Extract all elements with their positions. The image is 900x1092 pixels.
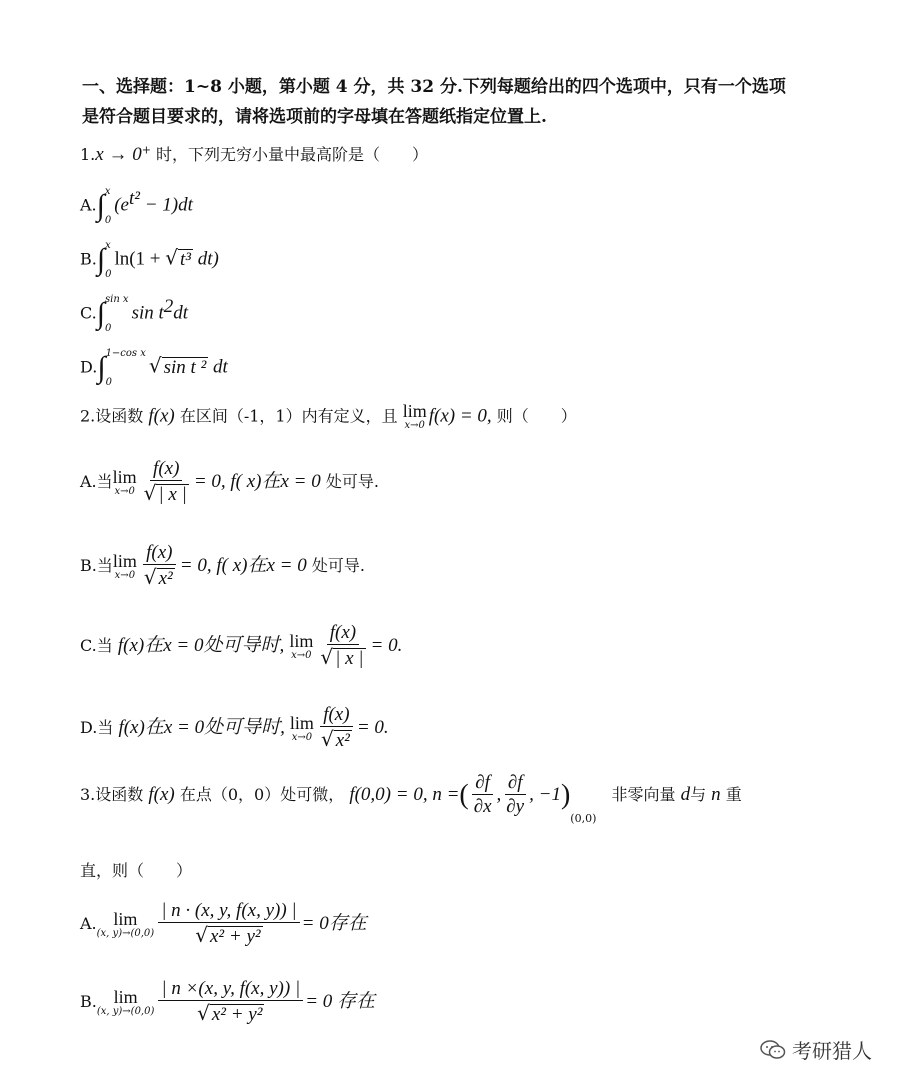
integral-limits xyxy=(106,348,146,388)
lim-word: lim xyxy=(289,630,314,651)
integral-sign: ∫ xyxy=(96,297,105,330)
q1-limit-sup: + xyxy=(141,143,151,157)
q1-option-b xyxy=(80,240,219,280)
header-line-2: 是符合题目要求的，请将选项前的字母填在答题纸指定位置上. xyxy=(82,107,547,127)
option-math: = 0存在 xyxy=(301,913,367,934)
fraction xyxy=(503,772,527,819)
radical-sign: √ xyxy=(143,481,157,505)
q3-text: 设函数 xyxy=(95,785,144,804)
q1-limit: x → 0 xyxy=(95,144,142,165)
header-line-1: 一、选择题：1~8 小题，第小题 4 分，共 32 分.下列每题给出的四个选项中，只有一个选项 xyxy=(82,77,786,97)
wechat-icon xyxy=(760,1040,786,1060)
option-label: D. xyxy=(80,357,98,377)
integral-upper: sin x xyxy=(104,294,129,305)
denominator: | x | xyxy=(158,484,187,505)
fraction xyxy=(158,900,299,949)
integral-lower: 0 xyxy=(104,323,112,334)
q3-number: 3. xyxy=(80,785,96,804)
numerator: ∂f xyxy=(505,772,526,795)
fraction xyxy=(317,622,368,671)
integrand-exp: t² xyxy=(129,188,140,210)
q3-condition: f(0,0) = 0, n = xyxy=(349,784,460,805)
radicand: t³ xyxy=(180,248,191,270)
limit xyxy=(97,988,155,1018)
q2-option-a xyxy=(80,458,379,507)
q1-text: 时，下列无穷小量中最高阶是（ ） xyxy=(156,145,429,164)
lim-word: lim xyxy=(112,466,137,487)
vector-open: ( xyxy=(459,779,469,811)
fraction xyxy=(471,772,495,819)
numerator: f(x) xyxy=(327,622,359,645)
denominator: x² + y² xyxy=(210,926,261,947)
q3-function: f(x) xyxy=(148,784,175,805)
limit xyxy=(97,910,155,940)
comma: , xyxy=(496,784,502,805)
limit xyxy=(290,714,314,744)
integrand-end: dt) xyxy=(193,248,219,270)
lim-sub: x→0 xyxy=(291,731,313,743)
numerator: | n ×(x, y, f(x, y)) | xyxy=(158,978,303,1001)
q3-text: 重 xyxy=(725,785,742,804)
integral-upper: x xyxy=(105,240,111,251)
integrand: sin t xyxy=(131,302,164,324)
numerator: ∂f xyxy=(472,772,493,795)
q3-text: 在点（0，0）处可微， xyxy=(179,785,345,804)
lim-sub: x→0 xyxy=(291,649,312,661)
radical-sign: √ xyxy=(320,727,334,751)
q2-function: f(x) xyxy=(148,405,175,427)
fraction xyxy=(141,458,192,507)
option-label: C. xyxy=(80,303,97,323)
integral-upper: x xyxy=(104,186,111,197)
q1-stem xyxy=(80,142,428,166)
limit xyxy=(113,552,137,582)
radical-sign: √ xyxy=(195,923,208,947)
q3-option-b xyxy=(80,978,375,1027)
denominator: x² xyxy=(335,730,350,751)
integral-sign: ∫ xyxy=(96,189,105,222)
option-math: = 0 存在 xyxy=(305,991,376,1012)
lim-word: lim xyxy=(112,550,137,571)
q2-number: 2. xyxy=(80,406,96,426)
lim-sub: x→0 xyxy=(404,420,425,431)
fraction xyxy=(141,542,178,591)
integral-upper: 1−cos x xyxy=(105,348,146,359)
option-label: B. xyxy=(80,992,97,1011)
q2-text: 则（ ） xyxy=(496,406,577,426)
radical-sign: √ xyxy=(320,645,334,669)
denominator: x² xyxy=(158,568,173,589)
q3-text: 与 xyxy=(690,785,707,804)
numerator: f(x) xyxy=(320,704,352,727)
limit xyxy=(289,632,313,662)
q2-option-c xyxy=(80,622,402,671)
q3-text: 非零向量 xyxy=(611,785,676,804)
radical-sign: √ xyxy=(148,353,162,378)
q1-option-d xyxy=(80,348,228,388)
numerator: f(x) xyxy=(150,458,182,481)
denominator: x² + y² xyxy=(211,1004,263,1025)
lim-sub: x→0 xyxy=(114,485,135,497)
denominator: | x | xyxy=(335,648,364,669)
integral-lower: 0 xyxy=(105,269,112,280)
radicand: sin t ² xyxy=(163,356,207,378)
limit xyxy=(113,468,137,498)
lim-sub: (x, y)→(0,0) xyxy=(96,927,155,939)
option-text: 当 xyxy=(96,556,113,575)
q3-stem-line-2 xyxy=(80,858,192,881)
radical-sign: √ xyxy=(197,1001,210,1025)
q2-option-d xyxy=(80,704,389,753)
q1-option-a xyxy=(80,186,193,226)
option-label: A. xyxy=(80,914,97,933)
fraction xyxy=(158,978,303,1027)
option-label: A. xyxy=(80,195,97,215)
vector-component: , −1 xyxy=(529,784,561,805)
option-text: 当 xyxy=(96,472,113,491)
integral-lower: 0 xyxy=(105,377,112,388)
option-math: = 0. xyxy=(370,635,403,656)
numerator: f(x) xyxy=(143,542,175,565)
integrand-end: − 1)dt xyxy=(139,194,193,216)
option-label: B. xyxy=(80,249,97,269)
option-math: = 0, f( x)在x = 0 xyxy=(193,471,321,492)
section-header xyxy=(82,72,822,132)
lim-sub: (x, y)→(0,0) xyxy=(96,1005,155,1017)
limit xyxy=(403,402,427,432)
option-math: f(x)在x = 0处可导时, xyxy=(118,717,285,738)
watermark-text: 考研猎人 xyxy=(792,1039,872,1063)
q1-number: 1. xyxy=(80,145,96,164)
q2-condition: f(x) = 0, xyxy=(428,405,492,427)
lim-sub: x→0 xyxy=(114,569,136,581)
q2-text: 在区间（-1，1）内有定义，且 xyxy=(179,406,398,426)
integral-sign: ∫ xyxy=(96,243,106,276)
lim-word: lim xyxy=(113,986,138,1007)
q3-option-a xyxy=(80,900,367,949)
fraction xyxy=(318,704,355,753)
q3-stem xyxy=(80,772,742,825)
integral-sign: ∫ xyxy=(97,351,106,384)
q2-stem xyxy=(80,402,577,432)
vector-d: d xyxy=(680,784,691,805)
lim-word: lim xyxy=(289,712,314,733)
numerator: | n · (x, y, f(x, y)) | xyxy=(158,900,299,923)
radical-sign: √ xyxy=(165,245,179,270)
option-label: A. xyxy=(80,472,97,491)
option-text: 当 xyxy=(96,636,113,655)
option-math: = 0, f( x)在x = 0 xyxy=(179,555,307,576)
option-math: = 0. xyxy=(356,717,389,738)
vector-close: ) xyxy=(560,779,571,811)
vector-n: n xyxy=(711,784,721,805)
option-text: 处可导. xyxy=(325,472,379,491)
denominator: ∂x xyxy=(473,796,492,817)
q3-text: 直，则（ ） xyxy=(80,861,193,880)
q2-text: 设函数 xyxy=(95,406,144,426)
evaluation-point: (0,0) xyxy=(570,812,597,825)
option-label: D. xyxy=(80,718,98,737)
q1-option-c xyxy=(80,294,188,334)
integral-lower: 0 xyxy=(104,215,112,226)
integrand: (e xyxy=(114,194,129,216)
integrand: ln(1 + xyxy=(114,248,166,270)
option-label: C. xyxy=(80,636,97,655)
integral-limits xyxy=(105,240,111,280)
integral-limits xyxy=(105,186,111,226)
option-text: 当 xyxy=(97,718,114,737)
option-text: 处可导. xyxy=(311,556,365,575)
integrand-end: dt xyxy=(173,302,189,324)
lim-word: lim xyxy=(402,401,427,421)
radical-sign: √ xyxy=(143,565,157,589)
denominator: ∂y xyxy=(506,796,525,817)
integrand-exp: 2 xyxy=(163,296,174,318)
integrand-end: dt xyxy=(208,356,228,378)
option-label: B. xyxy=(80,556,97,575)
integral-limits xyxy=(105,294,129,334)
watermark xyxy=(760,1035,872,1064)
option-math: f(x)在x = 0处可导时, xyxy=(117,635,285,656)
q2-option-b xyxy=(80,542,365,591)
lim-word: lim xyxy=(113,908,138,929)
